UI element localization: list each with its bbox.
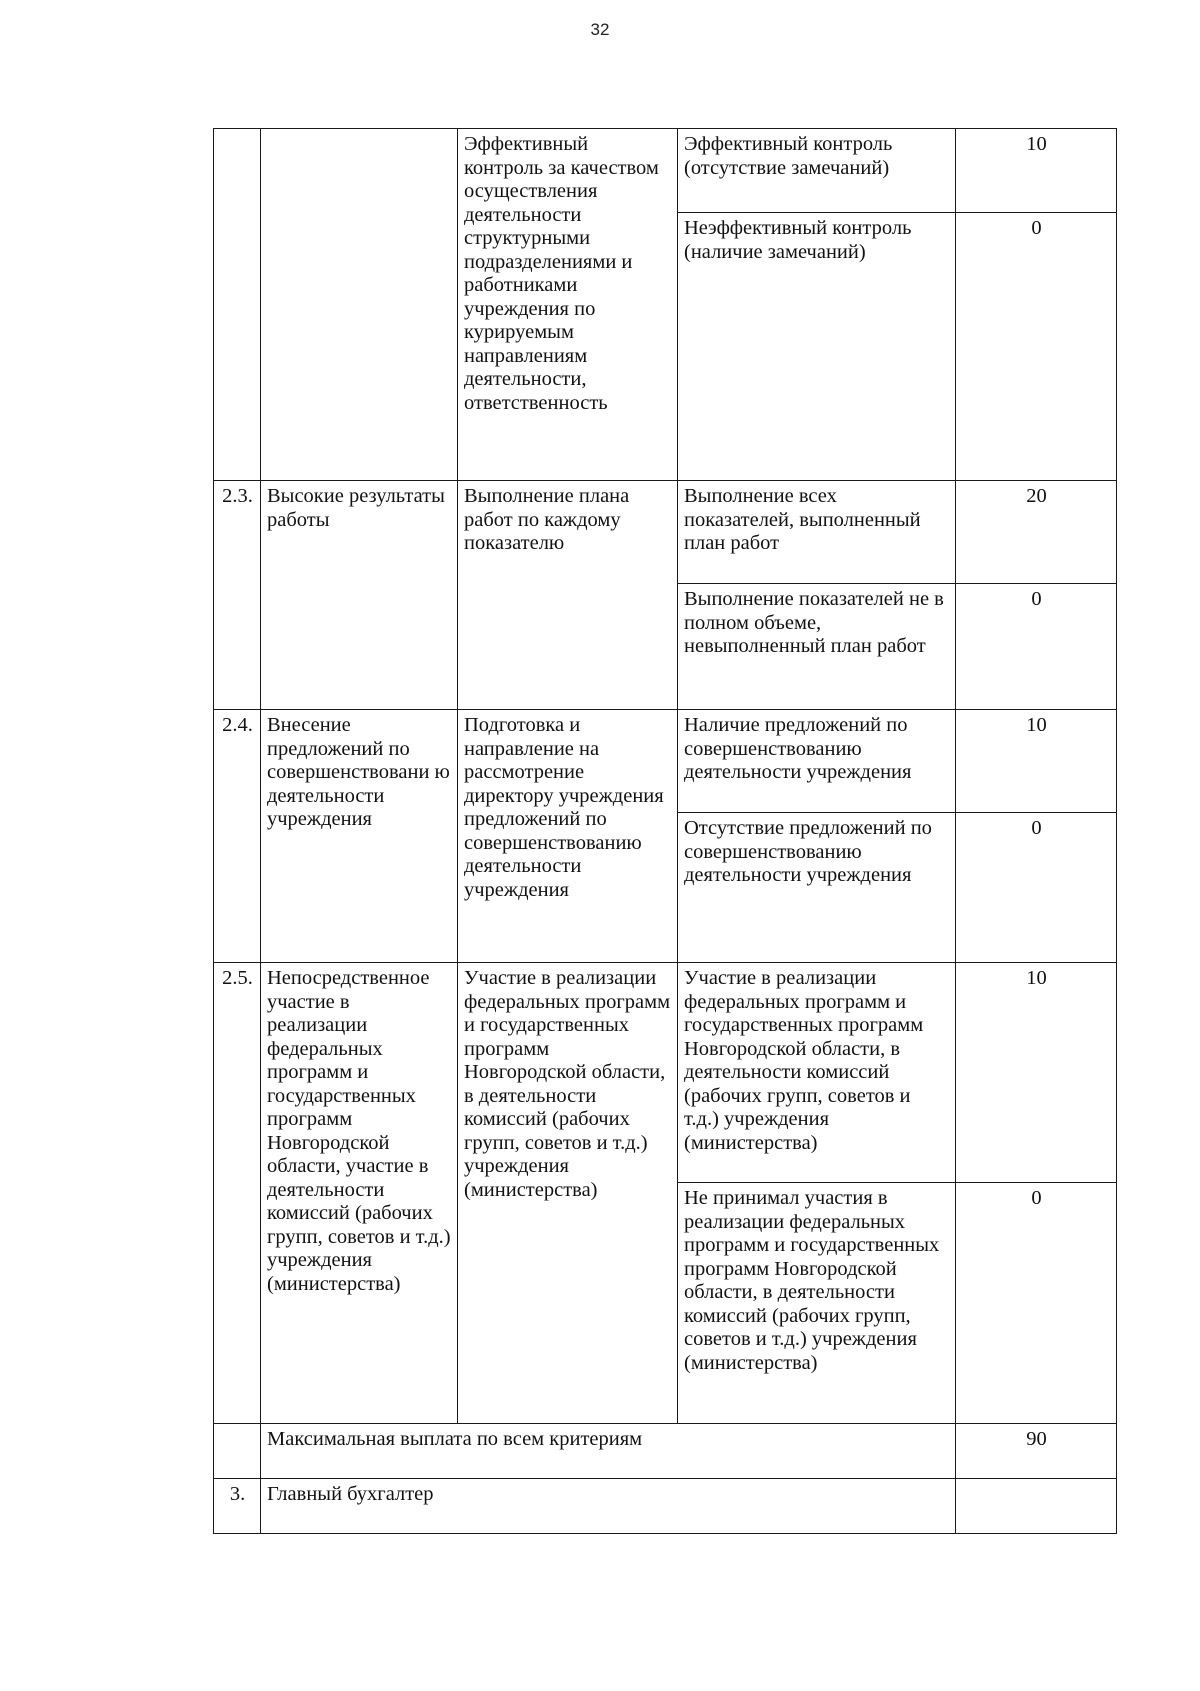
page-number: 32: [590, 20, 610, 39]
indicator-cell: Высокие результаты работы: [261, 481, 458, 710]
total-label: Максимальная выплата по всем критериям: [261, 1424, 956, 1479]
score-cell: [956, 1479, 1117, 1534]
criterion-cell: Участие в реализации федеральных программ и государственных программ Новгородской области, в деятельности комиссий (рабочих групп, советов и т.д.) учреждения (министерства): [678, 963, 956, 1183]
criterion-cell: Не принимал участия в реализации федеральных программ и государственных программ Новгородской области, в деятельности комиссий (рабочих групп, советов и т.д.) учреждения (министерства): [678, 1183, 956, 1424]
criterion-cell: Неэффективный контроль (наличие замечаний): [678, 213, 956, 481]
table-row-section: [214, 1479, 1117, 1534]
table-row: [214, 129, 1117, 213]
criterion-cell: Отсутствие предложений по совершенствованию деятельности учреждения: [678, 813, 956, 963]
criteria-table: [213, 128, 1117, 1534]
table-row: [214, 963, 1117, 1183]
criterion-cell: Эффективный контроль (отсутствие замечаний): [678, 129, 956, 213]
score-cell: 0: [956, 584, 1117, 710]
indicator-cell: [261, 129, 458, 481]
condition-cell: Подготовка и направление на рассмотрение директору учреждения предложений по совершенствованию деятельности учреждения: [458, 710, 678, 963]
section-number: 3.: [214, 1479, 261, 1534]
criterion-cell: Наличие предложений по совершенствованию деятельности учреждения: [678, 710, 956, 813]
condition-cell: Участие в реализации федеральных программ и государственных программ Новгородской области, в деятельности комиссий (рабочих групп, советов и т.д.) учреждения (министерства): [458, 963, 678, 1424]
score-cell: 10: [956, 963, 1117, 1183]
condition-cell: Эффективный контроль за качеством осуществления деятельности структурными подразделениями и работниками учреждения по курируемым направлениям деятельности, ответственность: [458, 129, 678, 481]
row-number-cell: [214, 129, 261, 481]
score-cell: 10: [956, 129, 1117, 213]
score-cell: 0: [956, 813, 1117, 963]
section-title: Главный бухгалтер: [261, 1479, 956, 1534]
indicator-cell: Внесение предложений по совершенствовани ю деятельности учреждения: [261, 710, 458, 963]
score-cell: 20: [956, 481, 1117, 584]
table-row: [214, 710, 1117, 813]
row-number-cell: 2.4.: [214, 710, 261, 963]
score-cell: 0: [956, 1183, 1117, 1424]
row-number-cell: [214, 1424, 261, 1479]
indicator-cell: Непосредственное участие в реализации федеральных программ и государственных программ Новгородской области, участие в деятельности комиссий (рабочих групп, советов и т.д.) учреждения (министерства): [261, 963, 458, 1424]
table-row: [214, 481, 1117, 584]
score-cell: 0: [956, 213, 1117, 481]
condition-cell: Выполнение плана работ по каждому показателю: [458, 481, 678, 710]
criterion-cell: Выполнение показателей не в полном объеме, невыполненный план работ: [678, 584, 956, 710]
row-number-cell: 2.3.: [214, 481, 261, 710]
table-row-total: [214, 1424, 1117, 1479]
total-score: 90: [956, 1424, 1117, 1479]
row-number-cell: 2.5.: [214, 963, 261, 1424]
criterion-cell: Выполнение всех показателей, выполненный план работ: [678, 481, 956, 584]
score-cell: 10: [956, 710, 1117, 813]
